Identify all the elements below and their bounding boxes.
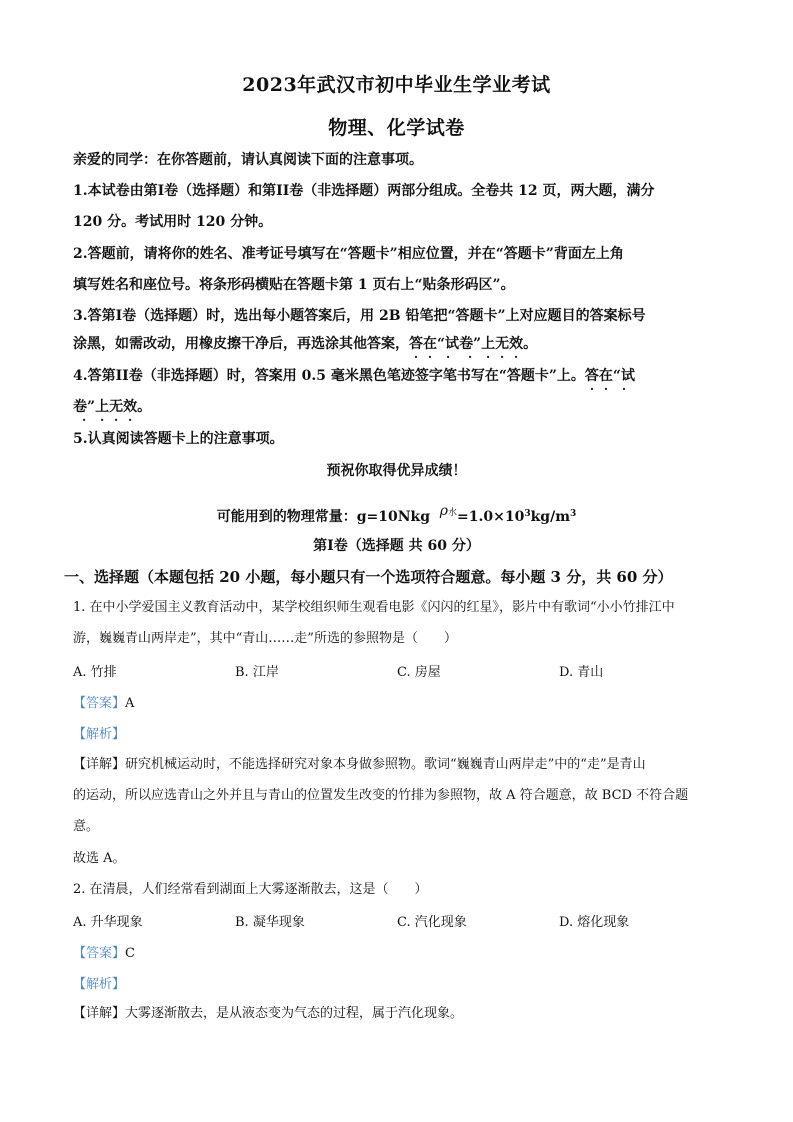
- question-1-option-c: C. 房屋: [397, 665, 441, 680]
- question-1-stem-line2: 游，巍巍青山两岸走”，其中“青山……走”所选的参照物是（ ）: [73, 631, 457, 646]
- part1-title: 第I卷（选择题 共 60 分）: [313, 538, 480, 554]
- answer-label: 【答案】: [73, 696, 126, 711]
- instruction-4-line2: 卷” .上无效。: [73, 397, 723, 417]
- answer-label: 【答案】: [73, 946, 126, 961]
- blessing-text: 预祝你取得优异成绩！: [326, 463, 467, 479]
- instruction-1-line2: 120 分。考试用时 120 分钟。: [73, 214, 273, 230]
- question-2-option-b: B. 凝华现象: [235, 915, 305, 930]
- question-2-stem: 2. 在清晨，人们经常看到湖面上大雾逐渐散去，这是（ ）: [73, 882, 428, 897]
- instruction-1-line1: 1.本试卷由第I卷（选择题）和第II卷（非选择题）两部分组成。全卷共 12 页，两大题，满分: [73, 183, 655, 199]
- answer-value: C: [125, 946, 135, 961]
- question-1-option-d: D. 青山: [559, 665, 604, 680]
- question-2-answer: [73, 942, 135, 961]
- question-2-detail-line1: 【详解】大雾逐渐散去，是从液态变为气态的过程，属于汽化现象。: [73, 1006, 464, 1021]
- question-1-detail-line1: 【详解】研究机械运动时，不能选择研究对象本身做参照物。歌词“巍巍青山两岸走”中的“走”是青山: [73, 757, 646, 772]
- question-1-option-a: A. 竹排: [73, 665, 117, 680]
- instruction-3-line1: 3.答第I卷（选择题）时，选出每小题答案后，用 2B 铅笔把“答题卡”上对应题目的答案标号: [73, 308, 646, 324]
- instruction-2-line2: 填写姓名和座位号。将条形码横贴在答题卡第 1 页右上“贴条形码区”。: [73, 277, 515, 293]
- instruction-4-line1: 4.答第II卷（非选择题）时，答案用 0.5 毫米黑色笔迹签字笔书写在“答题卡”上。答在“试 .: [73, 366, 723, 386]
- question-1-detail-line3: 意。: [73, 819, 100, 834]
- question-2-option-c: C. 汽化现象: [397, 915, 467, 930]
- question-1-option-b: B. 江岸: [235, 665, 279, 680]
- question-1-detail-line2: 的运动，所以应选青山之外并且与青山的位置发生改变的竹排为参照物，故 A 符合题意，故 BCD 不符合题: [73, 788, 689, 803]
- question-1-analysis-label: 【解析】: [73, 727, 126, 742]
- question-1-answer: [73, 692, 134, 711]
- question-1-conclusion: 故选 A。: [73, 851, 126, 866]
- question-2-analysis-label: 【解析】: [73, 977, 126, 992]
- physical-constants: 可能用到的物理常量：g=10Nkg $\rho^水=1.0\times 10^3kg/m^3$: [216, 503, 577, 525]
- question-2-option-a: A. 升华现象: [73, 915, 143, 930]
- instruction-5: 5.认真阅读答题卡上的注意事项。: [73, 431, 284, 447]
- exam-subtitle: 物理、化学试卷: [328, 117, 465, 139]
- answer-value: A: [125, 696, 135, 711]
- exam-title: 2023年武汉市初中毕业生学业考试: [242, 74, 551, 96]
- rho-symbol: ρ: [439, 503, 448, 519]
- instruction-3-line2: 涂黑，如需改动，用橡皮擦干净后，再选涂其他答案，答在“试 .卷” .上无效。: [73, 334, 723, 354]
- instructions-intro: 亲爱的同学：在你答题前，请认真阅读下面的注意事项。: [73, 152, 423, 168]
- question-1-stem-line1: 1. 在中小学爱国主义教育活动中，某学校组织师生观看电影《闪闪的红星》，影片中有歌词“小小竹排江中: [73, 600, 675, 615]
- question-2-option-d: D. 熔化现象: [559, 915, 630, 930]
- instruction-2-line1: 2.答题前，请将你的姓名、准考证号填写在“答题卡”相应位置，并在“答题卡”背面左上角: [73, 246, 624, 262]
- section1-title: 一、选择题（本题包括 20 小题，每小题只有一个选项符合题意。每小题 3 分，共 60 分）: [64, 568, 673, 586]
